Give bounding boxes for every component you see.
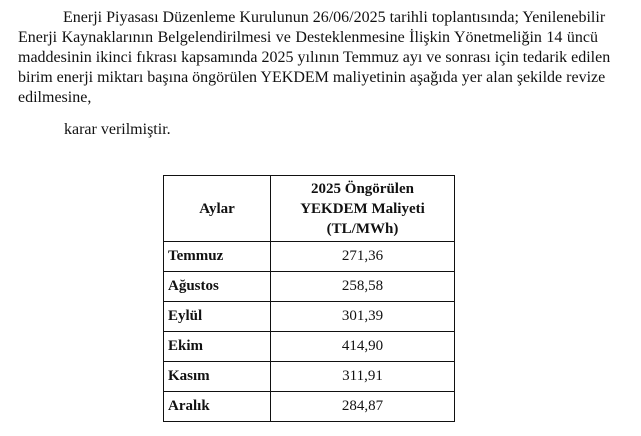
table-row [164, 272, 455, 302]
header-cost-line: 2025 Öngörülen [311, 180, 414, 197]
header-month: Aylar [164, 176, 271, 242]
month-cell: Ağustos [164, 272, 271, 302]
cost-cell: 414,90 [271, 332, 455, 362]
cost-cell: 258,58 [271, 272, 455, 302]
paragraph-line: edilmesine, [18, 89, 92, 106]
cost-cell: 284,87 [271, 392, 455, 422]
header-cost-line: (TL/MWh) [326, 220, 399, 237]
yekdem-cost-table [163, 175, 455, 422]
table-row [164, 392, 455, 422]
table-row [164, 302, 455, 332]
cost-cell: 311,91 [271, 362, 455, 392]
cost-cell: 301,39 [271, 302, 455, 332]
paragraph-line: Enerji Piyasası Düzenleme Kurulunun 26/06/2025 tarihli toplantısında; Yenilenebilir [63, 9, 606, 26]
month-cell: Aralık [164, 392, 271, 422]
table-row [164, 242, 455, 272]
table-row [164, 332, 455, 362]
table-row [164, 362, 455, 392]
paragraph-line: maddesinin ikinci fıkrası kapsamında 2025 yılının Temmuz ayı ve sonrası için tedarik edilen [18, 49, 611, 66]
month-cell: Ekim [164, 332, 271, 362]
month-cell: Kasım [164, 362, 271, 392]
cost-cell: 271,36 [271, 242, 455, 272]
header-cost [271, 176, 455, 242]
header-cost-line: YEKDEM Maliyeti [300, 200, 425, 217]
month-cell: Eylül [164, 302, 271, 332]
table-header-row [164, 176, 455, 242]
paragraph-line: Enerji Kaynaklarının Belgelendirilmesi ve Desteklenmesine İlişkin Yönetmeliğin 14 üncü [18, 29, 598, 46]
decision-statement: karar verilmiştir. [64, 121, 171, 138]
month-cell: Temmuz [164, 242, 271, 272]
paragraph-line: birim enerji miktarı başına öngörülen YEKDEM maliyetinin aşağıda yer alan şekilde revize [18, 69, 606, 86]
decision-paragraph [18, 8, 611, 108]
